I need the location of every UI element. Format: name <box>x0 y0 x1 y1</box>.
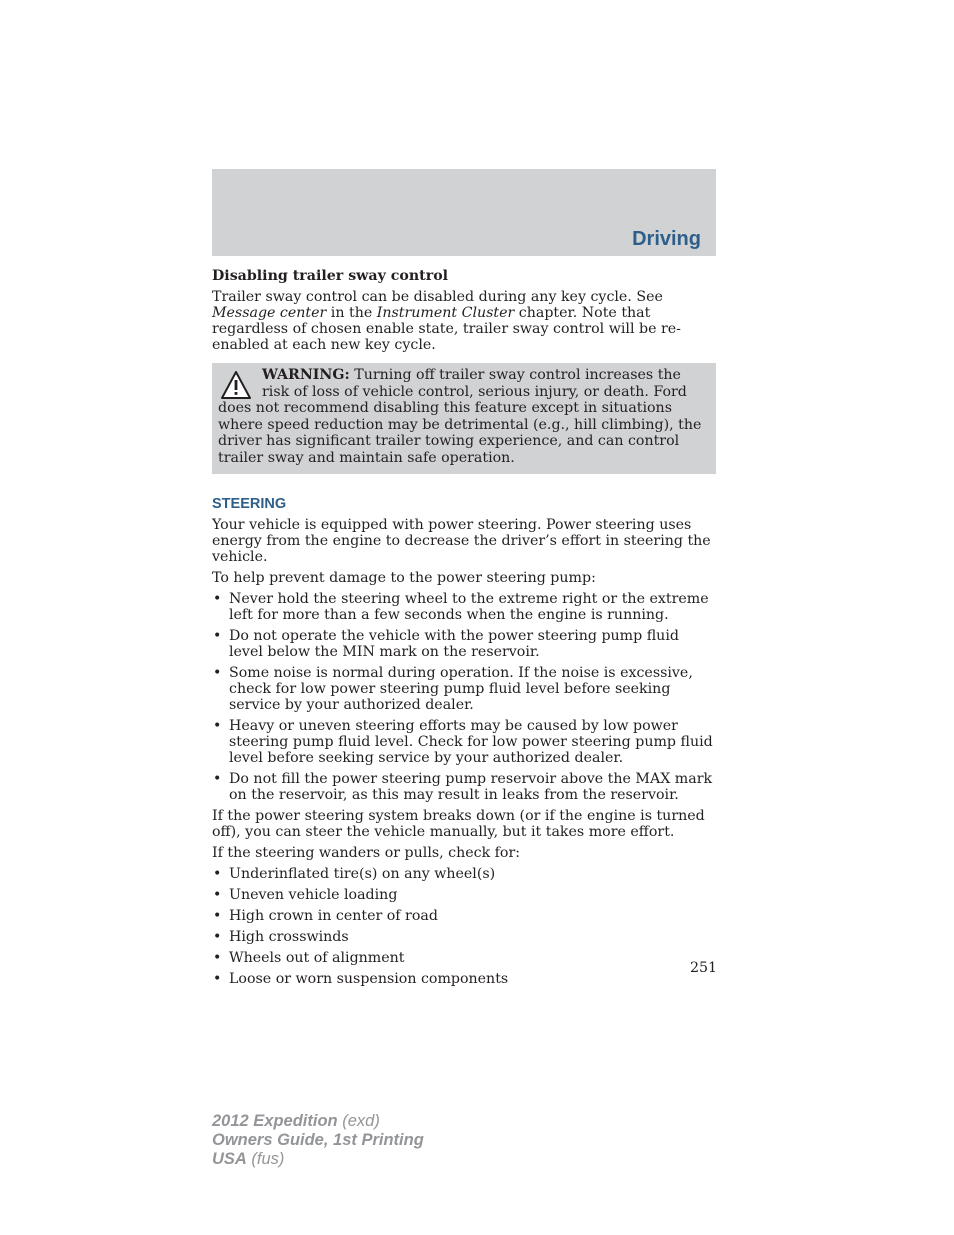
warning-box <box>212 363 716 474</box>
list-item: • High crown in center of road <box>212 908 716 924</box>
warning-label: WARNING: <box>262 367 350 383</box>
pump-precautions-list <box>212 591 716 803</box>
list-item: • Underinflated tire(s) on any wheel(s) <box>212 866 716 882</box>
steering-checks-list <box>212 866 716 987</box>
warning-text: Turning off trailer sway control increases the risk of loss of vehicle control, serious injury, or death. Ford does not recommend disabling this feature except in situations where speed reduction may be detrimental (e.g., hill climbing), the driver has significant trailer towing experience, and can control trailer sway and maintain safe operation. <box>218 367 702 466</box>
list-item: • Never hold the steering wheel to the extreme right or the extreme left for more than a few seconds when the engine is running. <box>212 591 716 623</box>
list-item: • High crosswinds <box>212 929 716 945</box>
trailer-sway-paragraph: Trailer sway control can be disabled during any key cycle. See Message center in the Instrument Cluster chapter. Note that regardless of chosen enable state, trailer sway control will be re-enabled at each new key cycle. <box>212 289 681 353</box>
page-number: 251 <box>690 960 718 976</box>
list-item: • Loose or worn suspension components <box>212 971 716 987</box>
steering-pump-intro: To help prevent damage to the power steering pump: <box>212 570 596 586</box>
list-item: • Heavy or uneven steering efforts may be caused by low power steering pump fluid level. Check for low power steering pump fluid level before seeking service by your authorized dealer. <box>212 718 716 766</box>
message-center-reference: Message center <box>212 305 327 321</box>
list-item: • Wheels out of alignment <box>212 950 716 966</box>
list-item: • Some noise is normal during operation. If the noise is excessive, check for low power steering pump fluid level before seeking service by your authorized dealer. <box>212 665 716 713</box>
chapter-header <box>212 169 716 256</box>
warning-triangle-icon <box>220 370 252 400</box>
page-content <box>212 268 716 992</box>
footer-market-line: USA (fus) <box>212 1150 285 1168</box>
trailer-sway-heading: Disabling trailer sway control <box>212 268 449 284</box>
document-footer <box>212 1112 424 1169</box>
list-item: • Do not fill the power steering pump reservoir above the MAX mark on the reservoir, as this may result in leaks from the reservoir. <box>212 771 716 803</box>
instrument-cluster-reference: Instrument Cluster <box>376 305 515 321</box>
list-item: • Uneven vehicle loading <box>212 887 716 903</box>
steering-intro: Your vehicle is equipped with power steering. Power steering uses energy from the engine to decrease the driver’s effort in steering the vehicle. <box>212 517 711 565</box>
footer-model-line: 2012 Expedition (exd) <box>212 1112 380 1130</box>
footer-edition-line: Owners Guide, 1st Printing <box>212 1131 424 1149</box>
list-item: • Do not operate the vehicle with the power steering pump fluid level below the MIN mark on the reservoir. <box>212 628 716 660</box>
steering-check-intro: If the steering wanders or pulls, check for: <box>212 845 521 861</box>
steering-breakdown-paragraph: If the power steering system breaks down (or if the engine is turned off), you can steer the vehicle manually, but it takes more effort. <box>212 808 705 840</box>
steering-heading: STEERING <box>212 496 287 512</box>
chapter-title: Driving <box>632 228 701 250</box>
